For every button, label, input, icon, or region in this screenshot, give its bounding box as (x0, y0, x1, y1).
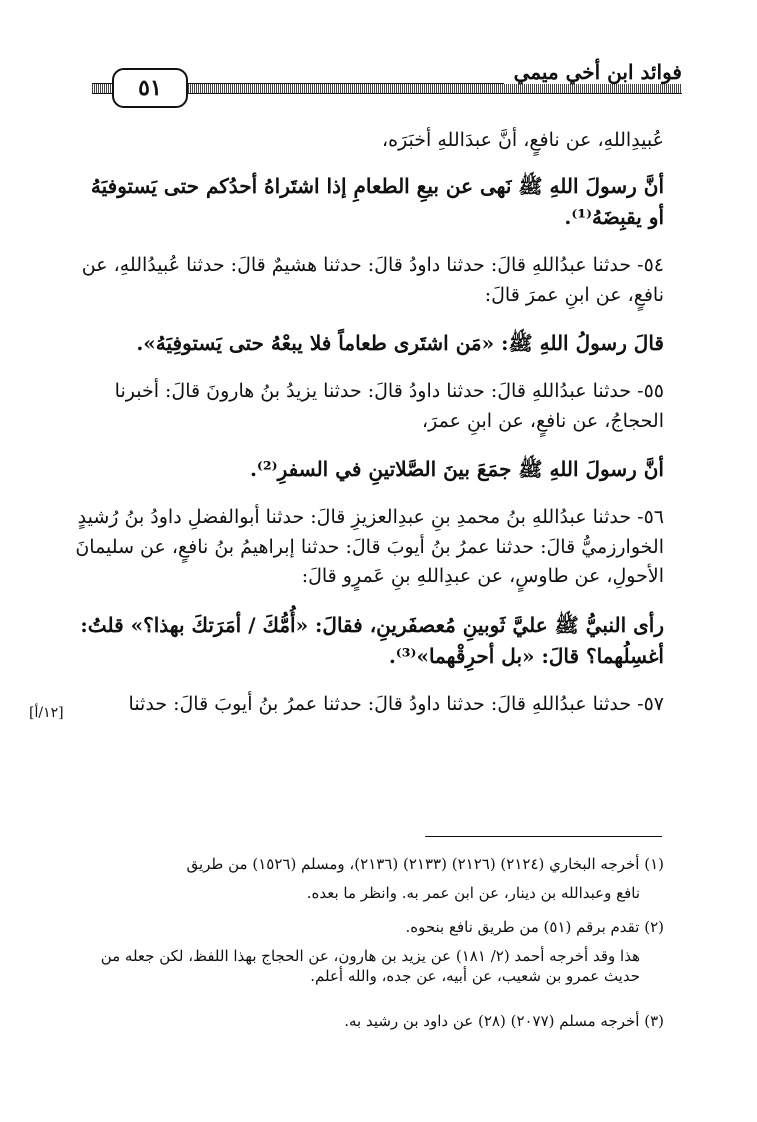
hadith-53-matn: أنَّ رسولَ اللهِ ﷺ نَهى عن بيعِ الطعامِ إذا اشتَراهُ أحدُكم حتى يَستوفيَهُ أو يقبِضَهُ⁽¹⁾. (90, 174, 664, 230)
footnote-1-line-2: نافع وعبدالله بن دينار، عن ابن عمر به. وانظر ما بعده. (306, 884, 640, 902)
hadith-55-isnad: ٥٥- حدثنا عبدُاللهِ قالَ: حدثنا داودُ قالَ: حدثنا يزيدُ بنُ هارونَ قالَ: أخبرنا الحجاجُ، عن نافعٍ، عن ابنِ عمرَ، (114, 380, 664, 432)
footnote-2-line-1: (٢) تقدم برقم (٥١) من طريق نافع بنحوه. (405, 918, 664, 936)
manuscript-folio-note: [١٢/أ] (29, 705, 64, 721)
paragraph-1: عُبيدِاللهِ، عن نافعٍ، أنَّ عبدَاللهِ أخبَرَه، (381, 129, 664, 151)
footnote-2-line-2: هذا وقد أخرجه أحمد (٢/ ١٨١) عن يزيد بن هارون، عن الحجاج بهذا اللفظ، لكن جعله من حديث عمرو بن شعيب، عن أبيه، عن جده، والله أعلم. (100, 947, 640, 986)
hadith-56-matn: رأى النبيُّ ﷺ عليَّ ثَوبينِ مُعصفَرينِ، فقالَ: «أُمُّكَ / أمَرَتكَ بهذا؟» قلتُ: أغسِلُهما؟ قالَ: «بل أحرِقْهما»⁽³⁾. (80, 612, 664, 668)
hadith-57-isnad: ٥٧- حدثنا عبدُاللهِ قالَ: حدثنا داودُ قالَ: حدثنا عمرُ بنُ أيوبَ قالَ: حدثنا (128, 692, 664, 715)
hadith-54-matn: قالَ رسولُ اللهِ ﷺ: «مَن اشتَرى طعاماً فلا يبعْهُ حتى يَستوفِيَهُ». (136, 331, 664, 356)
footnote-1-line-1: (١) أخرجه البخاري (٢١٢٤) (٢١٢٦) (٢١٣٣) (٢١٣٦)، ومسلم (١٥٢٦) من طريق (186, 855, 664, 873)
running-header (92, 60, 682, 108)
body-text (70, 126, 664, 719)
footnote-3: (٣) أخرجه مسلم (٢٠٧٧) (٢٨) عن داود بن رشيد به. (344, 1012, 664, 1030)
page-number: ٥١ (112, 68, 188, 108)
footnote-separator (425, 836, 662, 837)
hadith-54-isnad: ٥٤- حدثنا عبدُاللهِ قالَ: حدثنا داودُ قالَ: حدثنا هشيمٌ قالَ: حدثنا عُبيدُاللهِ، عن نافعٍ، عن ابنِ عمرَ قالَ: (81, 254, 664, 306)
book-title: فوائد ابن أخي ميمي (504, 60, 682, 84)
hadith-56-isnad: ٥٦- حدثنا عبدُاللهِ بنُ محمدِ بنِ عبدِالعزيزِ قالَ: حدثنا أبوالفضلِ داودُ بنُ رُشيدٍ الخوارزميُّ قالَ: حدثنا عمرُ بنُ أيوبَ قالَ: حدثنا إبراهيمُ بنُ نافعٍ، عن سليمانَ الأحولِ، عن طاوسٍ، عن عبدِاللهِ بنِ عَمرٍو قالَ: (75, 506, 664, 588)
hadith-55-matn: أنَّ رسولَ اللهِ ﷺ جمَعَ بينَ الصَّلاتينِ في السفرِ⁽²⁾. (249, 457, 664, 482)
